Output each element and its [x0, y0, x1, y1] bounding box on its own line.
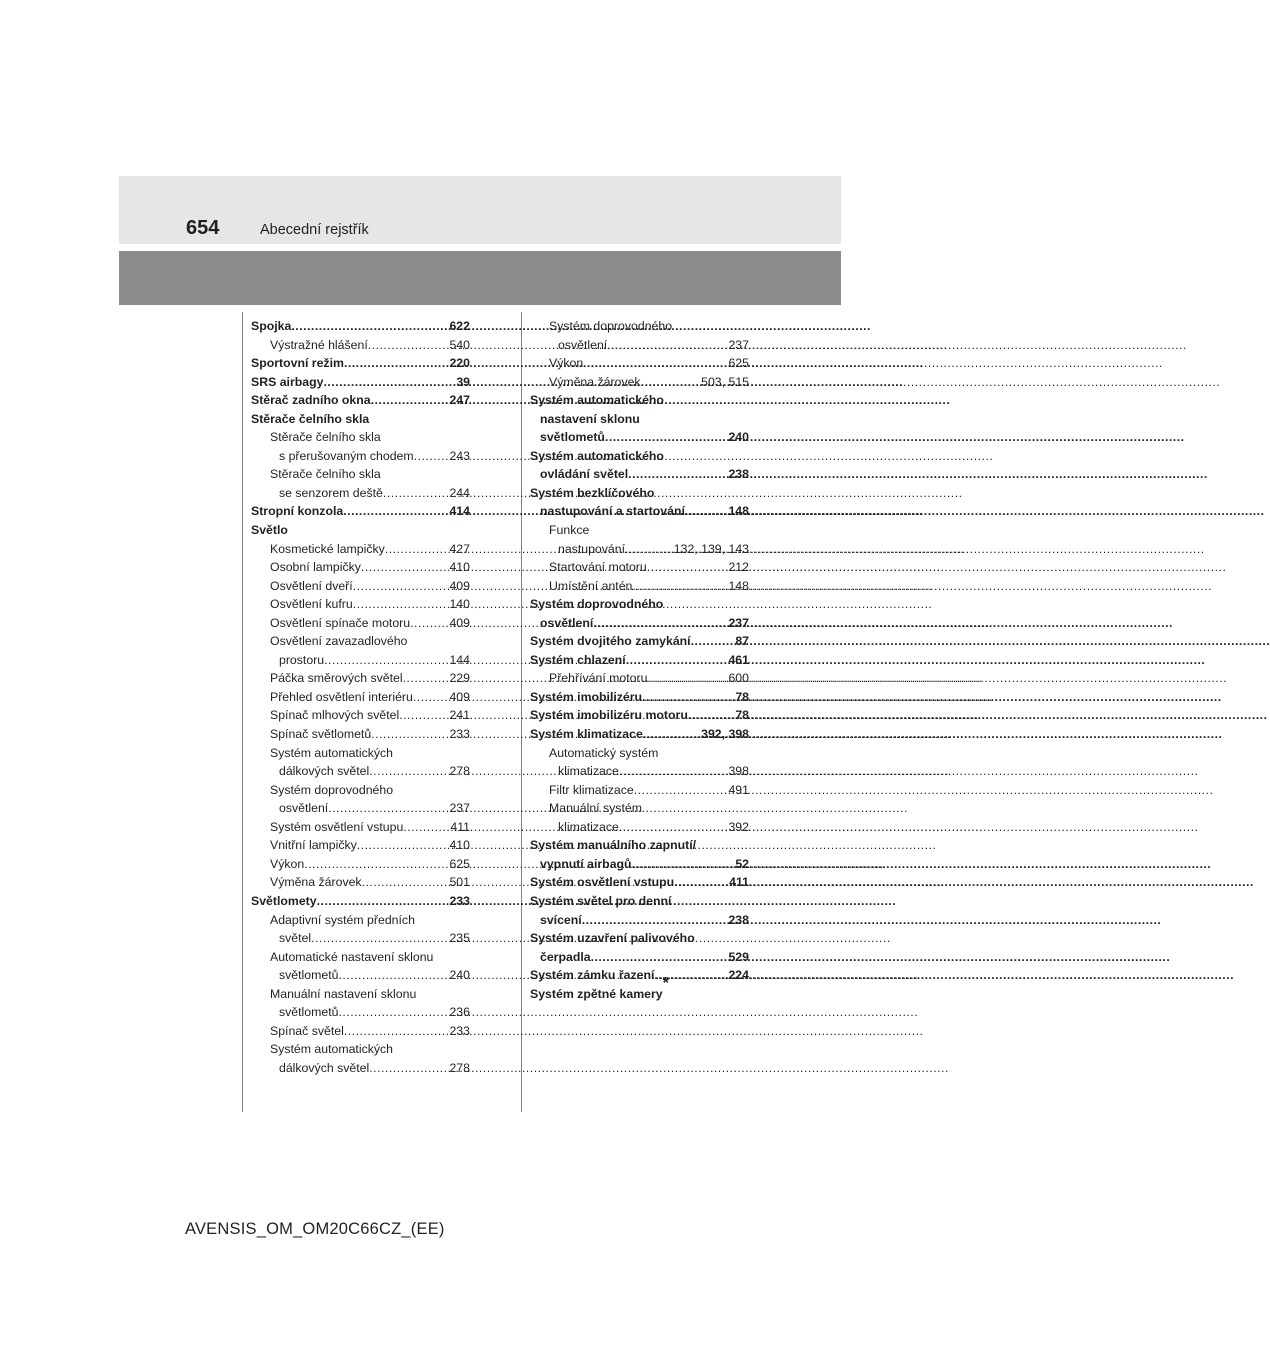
index-entry — [251, 873, 470, 892]
index-entry-label: Filtr klimatizace — [549, 782, 634, 797]
dot-leader — [383, 484, 450, 503]
index-entry-label: Osobní lampičky — [270, 560, 361, 575]
index-entry-page: 238 — [728, 467, 749, 482]
index-entry — [251, 725, 470, 744]
index-entry-page: 148 — [728, 578, 749, 593]
index-entry — [530, 410, 749, 429]
index-entry-label: Systém automatických — [270, 1042, 394, 1057]
index-entry-label: Výkon — [549, 356, 584, 371]
index-entry — [251, 669, 470, 688]
index-entry-label: osvětlení — [558, 337, 608, 352]
dot-leader — [642, 688, 735, 707]
dot-leader — [671, 892, 749, 911]
index-entry-page: 503, 515 — [701, 374, 749, 389]
index-entry-page: 244 — [449, 485, 470, 500]
index-entry-page: 144 — [449, 652, 470, 667]
index-entry — [251, 1003, 470, 1022]
index-entry-label: klimatizace — [558, 764, 619, 779]
index-entry-label: SRS airbagy — [251, 374, 324, 389]
index-entry-page: 39 — [456, 374, 470, 389]
index-entry-label: Stěrače čelního skla — [270, 467, 381, 482]
index-entry-label: Kosmetické lampičky — [270, 541, 385, 556]
index-entry — [251, 410, 470, 429]
dot-leader — [410, 614, 449, 633]
index-entry — [251, 929, 470, 948]
dot-leader — [641, 373, 702, 392]
index-entry-label: Umístění antén — [549, 578, 633, 593]
dot-leader — [393, 781, 470, 800]
index-entry-label: Systém dvojitého zamykání — [530, 634, 691, 649]
index-entry — [251, 1022, 470, 1041]
index-entry — [530, 502, 749, 521]
dot-leader — [403, 669, 450, 688]
index-entry-label: dálkových světel — [279, 1060, 370, 1075]
index-entry — [530, 614, 749, 633]
index-entry-page: 243 — [449, 448, 470, 463]
index-entry-label: Systém bezklíčového — [530, 485, 655, 500]
index-entry-page: 148 — [728, 504, 749, 519]
index-entry-page: 220 — [449, 356, 470, 371]
index-entry — [530, 706, 749, 725]
dot-leader — [669, 985, 749, 1004]
index-entry-page: 238 — [728, 912, 749, 927]
dot-leader — [324, 651, 449, 670]
index-entry-page: 392 — [728, 819, 749, 834]
index-entry-label: vypnutí airbagů — [540, 856, 632, 871]
index-entry-label: Systém chlazení — [530, 652, 626, 667]
dot-leader — [368, 336, 450, 355]
index-entry-page: 427 — [449, 541, 470, 556]
dot-leader — [626, 651, 729, 670]
dot-leader — [415, 911, 470, 930]
index-entry — [530, 577, 749, 596]
dot-leader — [371, 391, 450, 410]
index-entry-label: Osvětlení spínače motoru — [270, 615, 411, 630]
index-entry — [530, 540, 749, 559]
dot-leader — [589, 521, 749, 540]
index-entry — [251, 373, 470, 392]
index-entry — [251, 558, 470, 577]
index-entry-label: Výstražné hlášení — [270, 337, 368, 352]
index-entry-label: Systém osvětlení vstupu — [530, 875, 675, 890]
index-entry — [251, 966, 470, 985]
column-divider-left — [242, 312, 243, 1112]
dot-leader — [663, 595, 749, 614]
dot-leader — [344, 1022, 450, 1041]
dot-leader — [353, 595, 450, 614]
dot-leader — [640, 410, 749, 429]
index-column-right — [530, 317, 749, 1003]
dot-leader — [288, 521, 470, 540]
dot-leader — [619, 818, 729, 837]
index-entry — [530, 484, 749, 503]
dot-leader — [607, 336, 728, 355]
index-entry-label: světlometů — [279, 968, 339, 983]
dot-leader — [632, 855, 736, 874]
dot-leader — [605, 428, 729, 447]
index-entry-page: 622 — [449, 319, 470, 333]
index-entry-label: Systém světel pro denní — [530, 893, 672, 908]
index-entry-label: Osvětlení kufru — [270, 597, 353, 612]
index-entry — [530, 632, 749, 651]
index-entry-label: Systém manuálního zapnutí/ — [530, 838, 697, 853]
index-entry-page: 235 — [449, 931, 470, 946]
index-entry-page: 409 — [449, 689, 470, 704]
index-entry — [251, 632, 470, 651]
index-entry-page: 240 — [449, 968, 470, 983]
index-entry-page: 212 — [728, 560, 749, 575]
index-entry-label: Systém doprovodného — [530, 597, 664, 612]
index-entry — [251, 391, 470, 410]
index-entry — [251, 521, 470, 540]
index-entry — [251, 502, 470, 521]
index-entry — [530, 558, 749, 577]
index-entry — [530, 911, 749, 930]
dot-leader — [369, 410, 470, 429]
index-entry — [251, 799, 470, 818]
index-entry-page: 52 — [735, 856, 749, 871]
dot-leader — [393, 744, 470, 763]
index-entry — [530, 744, 749, 763]
dot-leader — [369, 1059, 449, 1078]
index-entry — [251, 1059, 470, 1078]
index-entry-page: 600 — [728, 671, 749, 686]
index-entry — [251, 892, 470, 911]
index-entry — [530, 373, 749, 392]
index-entry-page: 501 — [449, 875, 470, 890]
dot-leader — [413, 688, 450, 707]
index-entry — [530, 317, 749, 336]
index-entry-label: Sportovní režim — [251, 356, 344, 371]
index-entry — [251, 484, 470, 503]
index-entry-label: Spínač světel — [270, 1023, 344, 1038]
index-entry-label: Přehřívání motoru — [549, 671, 648, 686]
index-entry-page: 241 — [449, 708, 470, 723]
dot-leader — [632, 577, 728, 596]
index-entry-label: Funkce — [549, 523, 590, 538]
index-entry — [530, 725, 749, 744]
index-entry — [251, 354, 470, 373]
dot-leader — [674, 873, 729, 892]
index-entry — [251, 317, 470, 336]
dot-leader — [338, 966, 449, 985]
index-entry-page: 410 — [449, 838, 470, 853]
dot-leader — [658, 744, 749, 763]
index-entry-label: Spojka — [251, 319, 292, 333]
index-entry-label: Systém klimatizace — [530, 727, 643, 742]
index-entry-page: 233 — [449, 1023, 470, 1038]
index-entry — [530, 595, 749, 614]
index-entry — [530, 818, 749, 837]
index-entry — [251, 836, 470, 855]
index-entry-label: klimatizace — [558, 819, 619, 834]
index-entry-label: Adaptivní systém předních — [270, 912, 415, 927]
index-entry-page: 540 — [449, 337, 470, 352]
dot-leader — [582, 911, 729, 930]
page-number: 654 — [186, 217, 220, 239]
dot-leader — [414, 447, 450, 466]
dot-leader — [628, 465, 728, 484]
dot-leader — [654, 484, 749, 503]
index-entry-page: 237 — [728, 337, 749, 352]
index-entry-label: Stěrače čelního skla — [270, 430, 381, 445]
index-entry-page: 229 — [449, 671, 470, 686]
index-entry-label: Světlomety — [251, 893, 317, 908]
index-entry-page: 240 — [728, 430, 749, 445]
index-entry-label: Systém zpětné kamery — [530, 986, 663, 1001]
index-entry-page: 236 — [449, 1005, 470, 1020]
index-entry-label: Startování motoru — [549, 560, 647, 575]
dot-leader — [381, 428, 470, 447]
index-entry — [251, 428, 470, 447]
dot-leader — [311, 929, 449, 948]
index-entry — [251, 762, 470, 781]
index-entry-page: 411 — [450, 819, 470, 834]
index-entry-label: Automatický systém — [549, 745, 659, 760]
index-entry-label: Stropní konzola — [251, 504, 344, 519]
index-entry-label: nastupování — [558, 541, 626, 556]
dot-leader — [344, 354, 450, 373]
dot-leader — [619, 762, 729, 781]
footnote-marker: * — [662, 974, 669, 992]
index-entry — [530, 873, 749, 892]
dot-leader — [625, 540, 674, 559]
index-entry-page: 414 — [449, 504, 470, 519]
index-entry — [251, 614, 470, 633]
index-entry-label: svícení — [540, 912, 582, 927]
index-entry-label: Systém zámku řazení — [530, 968, 655, 983]
index-entry — [251, 577, 470, 596]
index-entry-label: osvětlení — [540, 615, 594, 630]
dot-leader — [593, 614, 728, 633]
dot-leader — [695, 929, 749, 948]
index-entry-label: Systém uzavření palivového — [530, 931, 695, 946]
index-entry — [251, 948, 470, 967]
dot-leader — [323, 373, 456, 392]
index-entry — [251, 336, 470, 355]
index-entry-label: Systém automatického — [530, 393, 664, 408]
index-entry-page: 233 — [449, 893, 470, 908]
index-entry-label: se senzorem deště — [279, 485, 383, 500]
dot-leader — [685, 502, 729, 521]
index-entry — [251, 781, 470, 800]
index-entry-page: 529 — [728, 949, 749, 964]
dot-leader — [369, 762, 449, 781]
dot-leader — [399, 706, 449, 725]
index-entry — [530, 892, 749, 911]
index-entry-page: 233 — [449, 727, 470, 742]
index-entry-label: Manuální systém — [549, 801, 642, 816]
dot-leader — [291, 317, 449, 336]
index-entry-page: 237 — [449, 801, 470, 816]
header-band — [119, 176, 841, 244]
index-entry-label: Spínač mlhových světel — [270, 708, 400, 723]
dot-leader — [343, 502, 449, 521]
dot-leader — [361, 558, 450, 577]
index-entry-page: 409 — [449, 615, 470, 630]
index-entry-label: Stěrač zadního okna — [251, 393, 371, 408]
index-entry-label: čerpadla — [540, 949, 591, 964]
index-entry-label: Systém automatických — [270, 745, 394, 760]
section-title: Abecední rejstřík — [260, 222, 369, 238]
dot-leader — [381, 465, 470, 484]
dot-leader — [688, 706, 735, 725]
index-entry — [530, 336, 749, 355]
dot-leader — [317, 892, 450, 911]
index-entry-label: Výměna žárovek — [270, 875, 362, 890]
dot-leader — [353, 577, 450, 596]
dot-leader — [416, 985, 470, 1004]
index-entry-label: nastavení sklonu — [540, 411, 640, 426]
dot-leader — [642, 799, 749, 818]
index-entry-label: Osvětlení dveří — [270, 578, 353, 593]
index-entry-page: 278 — [449, 1060, 470, 1075]
dot-leader — [634, 781, 729, 800]
dot-leader — [403, 818, 450, 837]
index-entry — [530, 428, 749, 447]
index-entry-label: Výkon — [270, 856, 305, 871]
index-entry — [251, 855, 470, 874]
index-entry — [530, 447, 749, 466]
dot-leader — [304, 855, 449, 874]
dot-leader — [433, 948, 470, 967]
index-entry-page: 237 — [728, 615, 749, 630]
index-entry — [530, 948, 749, 967]
dot-leader — [664, 447, 749, 466]
dot-leader — [696, 836, 749, 855]
index-entry-label: Páčka směrových světel — [270, 671, 403, 686]
index-entry-page: 398 — [728, 764, 749, 779]
index-entry-page: 247 — [449, 393, 470, 408]
dot-leader — [407, 632, 470, 651]
header-bar — [119, 251, 841, 305]
index-entry — [530, 966, 749, 985]
index-entry — [251, 447, 470, 466]
index-entry-label: Systém doprovodného — [270, 782, 394, 797]
index-entry-page: 278 — [449, 764, 470, 779]
index-entry — [251, 985, 470, 1004]
index-entry-page: 410 — [449, 560, 470, 575]
index-entry — [530, 781, 749, 800]
index-entry-label: světlometů — [540, 430, 605, 445]
index-entry — [251, 465, 470, 484]
index-entry-label: Systém osvětlení vstupu — [270, 819, 404, 834]
index-entry-label: Spínač světlometů — [270, 727, 372, 742]
index-entry — [251, 818, 470, 837]
dot-leader — [338, 1003, 449, 1022]
index-entry-page: 491 — [728, 782, 749, 797]
index-entry — [251, 744, 470, 763]
dot-leader — [591, 948, 729, 967]
dot-leader — [643, 725, 701, 744]
index-entry-label: Systém imobilizéru — [530, 689, 643, 704]
index-entry-page: 140 — [449, 597, 470, 612]
dot-leader — [664, 391, 749, 410]
index-column-left — [251, 317, 470, 1077]
index-entry-label: Světlo — [251, 523, 288, 538]
index-entry-label: s přerušovaným chodem — [279, 448, 414, 463]
index-entry-label: nastupování a startování — [540, 504, 685, 519]
dot-leader — [691, 632, 736, 651]
index-entry — [530, 929, 749, 948]
index-entry-page: 87 — [735, 634, 749, 649]
index-entry-page: 132, 139, 143 — [673, 541, 749, 556]
index-entry-label: Přehled osvětlení interiéru — [270, 689, 413, 704]
dot-leader — [672, 317, 749, 336]
dot-leader — [371, 725, 449, 744]
index-entry — [251, 1040, 470, 1059]
index-entry — [530, 391, 749, 410]
index-entry — [530, 688, 749, 707]
index-entry — [530, 799, 749, 818]
index-entry-label: dálkových světel — [279, 764, 370, 779]
index-entry-page: 409 — [449, 578, 470, 593]
index-entry — [530, 465, 749, 484]
index-entry — [530, 762, 749, 781]
dot-leader — [328, 799, 449, 818]
dot-leader — [647, 669, 728, 688]
index-entry-page: 78 — [735, 708, 749, 723]
index-entry-label: Osvětlení zavazadlového — [270, 634, 408, 649]
index-entry-page: 625 — [449, 856, 470, 871]
dot-leader — [393, 1040, 470, 1059]
index-entry — [530, 855, 749, 874]
dot-leader — [357, 836, 450, 855]
index-entry — [251, 651, 470, 670]
index-entry-label: Výměna žárovek — [549, 374, 641, 389]
index-entry — [251, 911, 470, 930]
index-entry-page: 392, 398 — [701, 727, 749, 742]
index-entry — [530, 521, 749, 540]
index-entry-label: Stěrače čelního skla — [251, 411, 370, 426]
dot-leader — [385, 540, 450, 559]
index-entry-label: Vnitřní lampičky — [270, 838, 357, 853]
index-entry-label: světel — [279, 931, 312, 946]
index-entry-page: 461 — [728, 652, 749, 667]
index-entry-label: prostoru — [279, 652, 325, 667]
index-entry-label: Manuální nastavení sklonu — [270, 986, 417, 1001]
index-entry — [251, 540, 470, 559]
index-entry-label: Systém automatického — [530, 448, 664, 463]
dot-leader — [583, 354, 728, 373]
index-entry-page: 224 — [728, 968, 749, 983]
index-entry — [251, 595, 470, 614]
index-entry-page: 625 — [728, 356, 749, 371]
index-entry-label: Automatické nastavení sklonu — [270, 949, 434, 964]
index-entry-label: ovládání světel — [540, 467, 629, 482]
index-entry — [530, 354, 749, 373]
dot-leader — [362, 873, 450, 892]
index-entry-label: světlometů — [279, 1005, 339, 1020]
index-entry — [530, 836, 749, 855]
index-entry — [530, 669, 749, 688]
index-entry — [251, 706, 470, 725]
index-entry-label: osvětlení — [279, 801, 329, 816]
index-entry-label: Systém doprovodného — [549, 319, 673, 333]
index-entry-page: 78 — [735, 689, 749, 704]
index-entry-page: 411 — [729, 875, 749, 890]
index-entry-label: Systém imobilizéru motoru — [530, 708, 688, 723]
index-entry — [251, 688, 470, 707]
document-code: AVENSIS_OM_OM20C66CZ_(EE) — [185, 1220, 445, 1238]
index-entry — [530, 651, 749, 670]
dot-leader — [647, 558, 729, 577]
